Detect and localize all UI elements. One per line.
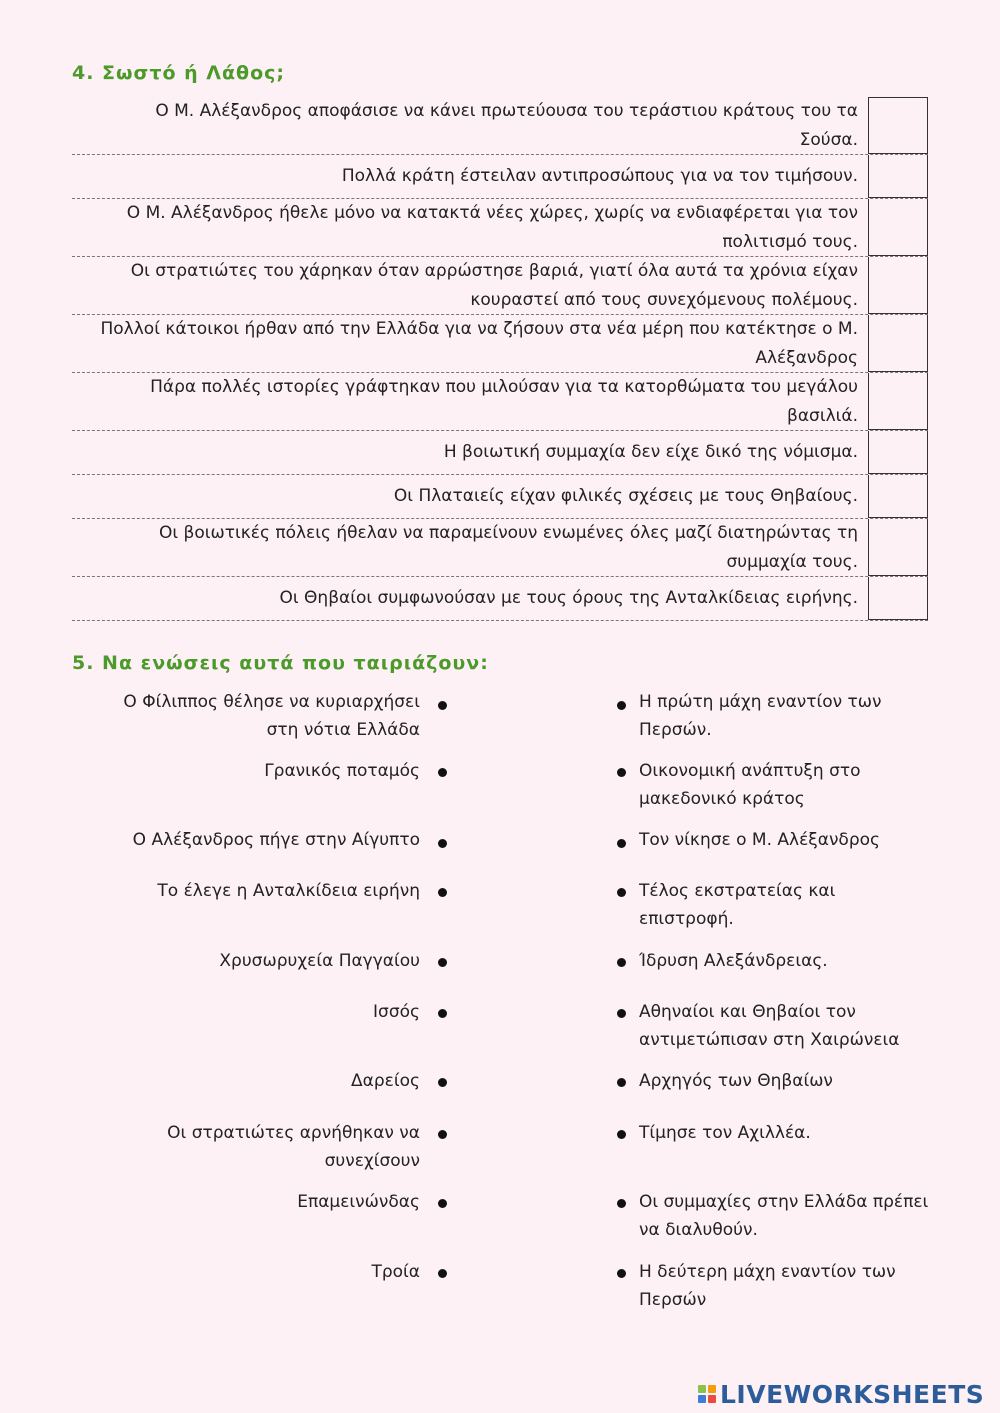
match-left-dot[interactable] [438, 1078, 447, 1087]
tf-statement: Οι στρατιώτες του χάρηκαν όταν αρρώστησε βαριά, γιατί όλα αυτά τα χρόνια είχαν κουραστεί από τους συνεχόμενους πολέμους. [130, 261, 858, 310]
logo-square-blue [698, 1395, 706, 1403]
match-right-item: Τίμησε τον Αχιλλέα. [639, 1123, 811, 1143]
match-right-item: Ίδρυση Αλεξάνδρειας. [639, 951, 828, 971]
tf-row [72, 577, 928, 621]
match-left-item: Ισσός [373, 1002, 420, 1022]
logo-mark-icon [698, 1385, 716, 1403]
match-right-dot[interactable] [617, 1269, 626, 1278]
tf-row [72, 519, 928, 577]
match-right-item: Η πρώτη μάχη εναντίον των Περσών. [639, 692, 882, 740]
tf-answer-box[interactable] [868, 519, 928, 576]
match-left-dot[interactable] [438, 1009, 447, 1018]
match-right-item: Αθηναίοι και Θηβαίοι τον αντιμετώπισαν στη Χαιρώνεια [639, 1002, 900, 1050]
match-left-dot[interactable] [438, 1130, 447, 1139]
tf-statement: Ο Μ. Αλέξανδρος αποφάσισε να κάνει πρωτεύουσα του τεράστιου κράτους του τα Σούσα. [155, 101, 858, 150]
match-right-dot[interactable] [617, 701, 626, 710]
match-right-item: Αρχηγός των Θηβαίων [639, 1071, 833, 1091]
tf-row [72, 431, 928, 475]
match-right-dot[interactable] [617, 1199, 626, 1208]
match-left-dot[interactable] [438, 1269, 447, 1278]
match-right-dot[interactable] [617, 839, 626, 848]
match-right-dot[interactable] [617, 958, 626, 967]
match-right-dot[interactable] [617, 1078, 626, 1087]
match-left-item: Ο Φίλιππος θέλησε να κυριαρχήσει στη νότια Ελλάδα [123, 692, 420, 740]
logo-square-orange [708, 1385, 716, 1393]
match-left-dot[interactable] [438, 1199, 447, 1208]
true-false-heading: 4. Σωστό ή Λάθος; [72, 62, 286, 84]
tf-statement: Ο Μ. Αλέξανδρος ήθελε μόνο να κατακτά νέες χώρες, χωρίς να ενδιαφέρεται για τον πολιτισμό τους. [126, 203, 858, 252]
tf-statement: Οι βοιωτικές πόλεις ήθελαν να παραμείνουν ενωμένες όλες μαζί διατηρώντας τη συμμαχία τους. [158, 523, 858, 572]
true-false-table [72, 97, 928, 621]
match-left-dot[interactable] [438, 958, 447, 967]
tf-row [72, 257, 928, 315]
tf-statement: Πολλοί κάτοικοι ήρθαν από την Ελλάδα για να ζήσουν στα νέα μέρη που κατέκτησε ο Μ. Αλέξανδρος [100, 319, 858, 368]
tf-answer-box[interactable] [868, 431, 928, 474]
logo-text: LIVEWORKSHEETS [720, 1379, 985, 1409]
match-left-dot[interactable] [438, 839, 447, 848]
tf-row [72, 475, 928, 519]
liveworksheets-logo [698, 1379, 984, 1409]
tf-answer-box[interactable] [868, 373, 928, 430]
match-left-item: Επαμεινώνδας [297, 1192, 420, 1212]
tf-statement: Πάρα πολλές ιστορίες γράφτηκαν που μιλούσαν για τα κατορθώματα του μεγάλου βασιλιά. [150, 377, 858, 426]
tf-row [72, 373, 928, 431]
match-left-dot[interactable] [438, 888, 447, 897]
match-right-item: Η δεύτερη μάχη εναντίον των Περσών [639, 1262, 896, 1310]
match-right-dot[interactable] [617, 1130, 626, 1139]
match-right-dot[interactable] [617, 768, 626, 777]
match-left-item: Το έλεγε η Ανταλκίδεια ειρήνη [157, 881, 420, 901]
tf-statement: Οι Θηβαίοι συμφωνούσαν με τους όρους της Ανταλκίδειας ειρήνης. [279, 588, 858, 609]
match-right-item: Τον νίκησε ο Μ. Αλέξανδρος [639, 830, 881, 850]
tf-row [72, 97, 928, 155]
matching-heading: 5. Να ενώσεις αυτά που ταιριάζουν: [72, 652, 489, 674]
tf-row [72, 155, 928, 199]
tf-answer-box[interactable] [868, 315, 928, 372]
match-left-item: Οι στρατιώτες αρνήθηκαν να συνεχίσουν [167, 1123, 420, 1171]
logo-square-green [698, 1385, 706, 1393]
logo-square-red [708, 1395, 716, 1403]
tf-statement: Οι Πλαταιείς είχαν φιλικές σχέσεις με τους Θηβαίους. [393, 486, 858, 507]
tf-statement: Η βοιωτική συμμαχία δεν είχε δικό της νόμισμα. [443, 442, 858, 463]
tf-answer-box[interactable] [868, 257, 928, 314]
tf-answer-box[interactable] [868, 475, 928, 518]
match-right-dot[interactable] [617, 888, 626, 897]
match-right-dot[interactable] [617, 1009, 626, 1018]
match-left-item: Χρυσωρυχεία Παγγαίου [219, 951, 420, 971]
tf-answer-box[interactable] [868, 97, 928, 154]
match-left-item: Τροία [371, 1262, 420, 1282]
match-left-item: Γρανικός ποταμός [264, 761, 420, 781]
match-left-item: Δαρείος [351, 1071, 420, 1091]
tf-row [72, 315, 928, 373]
tf-statement: Πολλά κράτη έστειλαν αντιπροσώπους για να τον τιμήσουν. [341, 166, 858, 187]
match-right-item: Οικονομική ανάπτυξη στο μακεδονικό κράτος [639, 761, 861, 809]
tf-answer-box[interactable] [868, 155, 928, 198]
match-right-item: Οι συμμαχίες στην Ελλάδα πρέπει να διαλυθούν. [639, 1192, 929, 1240]
tf-row [72, 199, 928, 257]
match-left-dot[interactable] [438, 701, 447, 710]
tf-answer-box[interactable] [868, 577, 928, 620]
match-left-dot[interactable] [438, 768, 447, 777]
match-right-item: Τέλος εκστρατείας και επιστροφή. [639, 881, 836, 929]
tf-answer-box[interactable] [868, 199, 928, 256]
match-left-item: Ο Αλέξανδρος πήγε στην Αίγυπτο [132, 830, 420, 850]
